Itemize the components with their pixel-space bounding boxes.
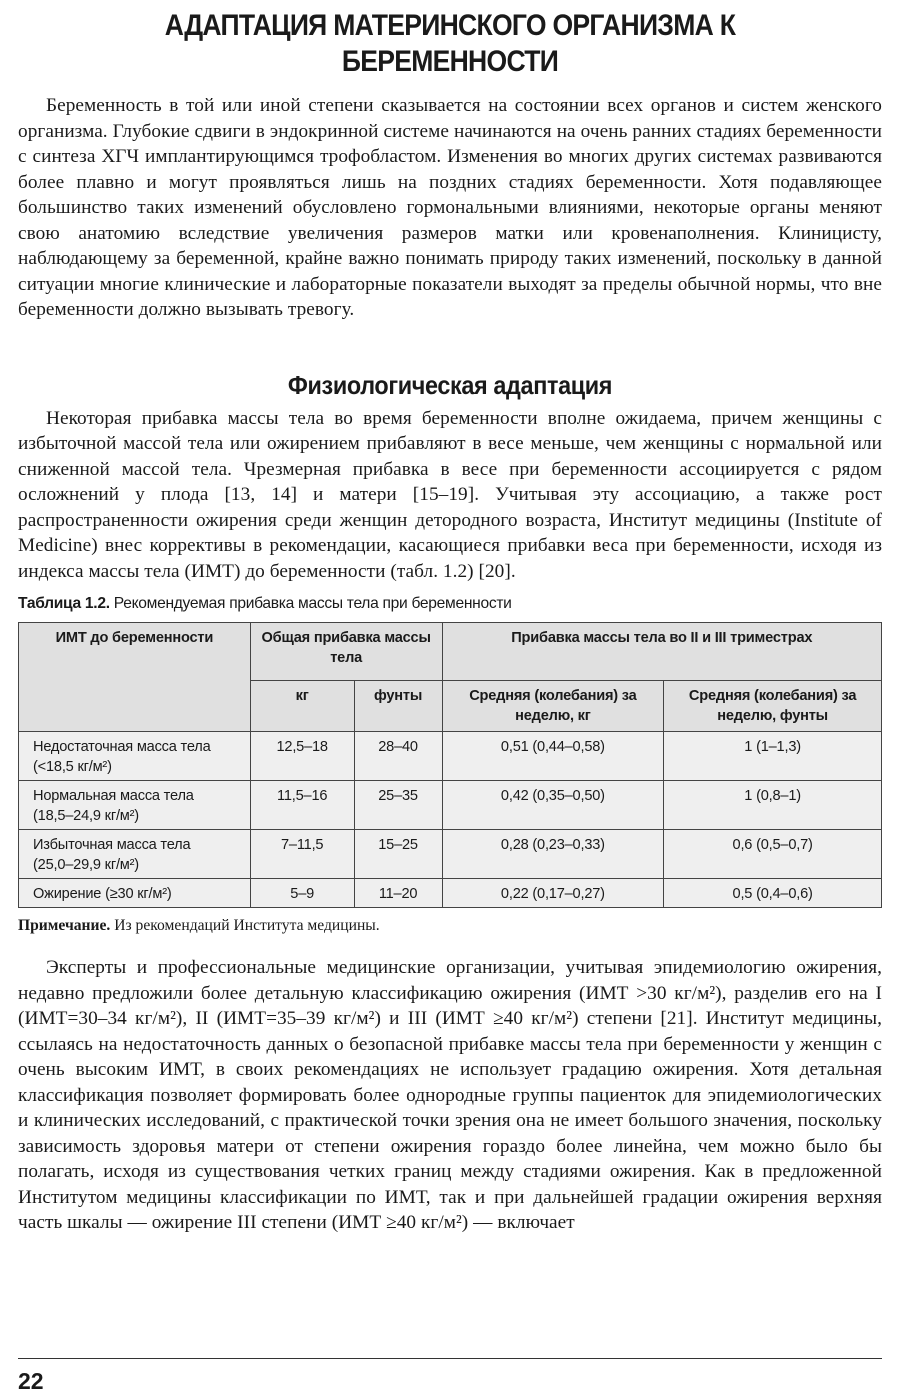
week-gain-lb: 1 (0,8–1)	[664, 781, 882, 830]
intro-paragraph: Беременность в той или иной степени сказывается на состоянии всех органов и систем женского организма. Глубокие сдвиги в эндокринной системе начинаются на очень ранних стадиях беременности с синтеза ХГЧ имплантирующимся трофобластом. Изменения во многих других системах развиваются более плавно и могут проявляться лишь на поздних стадиях беременности. Хотя подавляющее большинство таких изменений обусловлено гормональными влияниями, некоторые органы меняют свою анатомию вследствие увеличения размеров матки или кровенаполнения. Клиницисту, наблюдающему за беременной, крайне важно понимать природу таких изменений, поскольку в данной ситуации многие клинические и лабораторные показатели выходят за пределы обычной нормы, что вне беременности должно вызывать тревогу.	[18, 95, 882, 320]
week-gain-kg: 0,51 (0,44–0,58)	[442, 732, 664, 781]
chapter-title: АДАПТАЦИЯ МАТЕРИНСКОГО ОРГАНИЗМА К БЕРЕМЕННОСТИ	[164, 9, 736, 78]
gain-kg: 7–11,5	[250, 830, 354, 879]
weight-gain-paragraph: Некоторая прибавка массы тела во время беременности вполне ожидаема, причем женщины с избыточной массой тела или ожирением прибавляют в весе меньше, чем женщины с нормальной или сниженной массой тела. Чрезмерная прибавка в весе при беременности ассоциируется с рядом осложнений у плода [13, 14] и матери [15–19]. Учитывая эту ассоциацию, а также рост распространенности ожирения среди женщин детородного возраста, Институт медицины (Institute of Medicine) внес коррективы в рекомендации, касающиеся прибавки веса при беременности, исходя из индекса массы тела (ИМТ) до беременности (табл. 1.2) [20].	[18, 407, 882, 582]
gain-kg: 12,5–18	[250, 732, 354, 781]
gain-kg: 11,5–16	[250, 781, 354, 830]
gain-lb: 15–25	[354, 830, 442, 879]
gain-lb: 28–40	[354, 732, 442, 781]
page	[18, 0, 882, 1236]
table-row	[19, 781, 882, 830]
bmi-range: (25,0–29,9 кг/м²)	[33, 857, 139, 873]
bmi-range: (18,5–24,9 кг/м²)	[33, 808, 139, 824]
table-row	[19, 830, 882, 879]
week-gain-kg: 0,22 (0,17–0,27)	[442, 879, 664, 908]
table-note	[18, 916, 882, 936]
gain-lb: 25–35	[354, 781, 442, 830]
week-gain-kg: 0,42 (0,35–0,50)	[442, 781, 664, 830]
table-row	[19, 732, 882, 781]
bmi-range: (<18,5 кг/м²)	[33, 759, 112, 775]
note-label: Примечание.	[18, 917, 111, 934]
section-title: Физиологическая адаптация	[287, 369, 613, 400]
header-avg-lb: Средняя (колебания) за неделю, фунты	[664, 681, 882, 732]
table-caption	[18, 594, 882, 614]
weight-gain-table	[18, 622, 882, 908]
table-caption-label: Таблица 1.2.	[18, 595, 110, 612]
obesity-classification-paragraph: Эксперты и профессиональные медицинские организации, учитывая эпидемиологию ожирения, недавно предложили более детальную классификацию ожирения (ИМТ >30 кг/м²), разделив его на I (ИМТ=30–34 кг/м²), II (ИМТ=35–39 кг/м²) и III (ИМТ ≥40 кг/м²) степени [21]. Институт медицины, ссылаясь на недостаточность данных о безопасной прибавке массы тела при беременности у женщин с очень высоким ИМТ, в своих рекомендациях не использует градацию ожирения. Хотя детальная классификация позволяет формировать более однородные группы пациенток для эпидемиологических и клинических исследований, с практической точки зрения она не имеет большого значения, поскольку зависимость здоровья матери от степени ожирения гораздо более линейна, чем можно было бы полагать, исходя из существования четких границ между стадиями ожирения. Как в предложенной Институтом медицины классификации по ИМТ, так и при дальнейшей градации ожирения верхняя часть шкалы — ожирение III степени (ИМТ ≥40 кг/м²) — включает	[18, 957, 882, 1233]
bmi-category-cell	[19, 830, 251, 879]
note-text: Из рекомендаций Института медицины.	[114, 917, 380, 934]
week-gain-lb: 1 (1–1,3)	[664, 732, 882, 781]
table-row	[19, 879, 882, 908]
bmi-category-cell	[19, 732, 251, 781]
header-kg: кг	[250, 681, 354, 732]
bmi-category: Недостаточная масса тела	[33, 739, 211, 755]
header-bmi: ИМТ до беременности	[19, 623, 251, 732]
page-number: 22	[18, 1368, 44, 1394]
footer-divider	[18, 1358, 882, 1359]
header-lb: фунты	[354, 681, 442, 732]
bmi-category-cell	[19, 879, 251, 908]
header-trimester-gain: Прибавка массы тела во II и III триместрах	[442, 623, 881, 681]
table-caption-text: Рекомендуемая прибавка массы тела при беременности	[113, 595, 512, 612]
week-gain-lb: 0,5 (0,4–0,6)	[664, 879, 882, 908]
bmi-category-cell	[19, 781, 251, 830]
week-gain-kg: 0,28 (0,23–0,33)	[442, 830, 664, 879]
header-total-gain: Общая прибавка массы тела	[250, 623, 442, 681]
header-avg-kg: Средняя (колебания) за неделю, кг	[442, 681, 664, 732]
bmi-category: Нормальная масса тела	[33, 788, 194, 804]
week-gain-lb: 0,6 (0,5–0,7)	[664, 830, 882, 879]
bmi-category: Ожирение (≥30 кг/м²)	[33, 886, 172, 902]
gain-lb: 11–20	[354, 879, 442, 908]
bmi-category: Избыточная масса тела	[33, 837, 191, 853]
gain-kg: 5–9	[250, 879, 354, 908]
